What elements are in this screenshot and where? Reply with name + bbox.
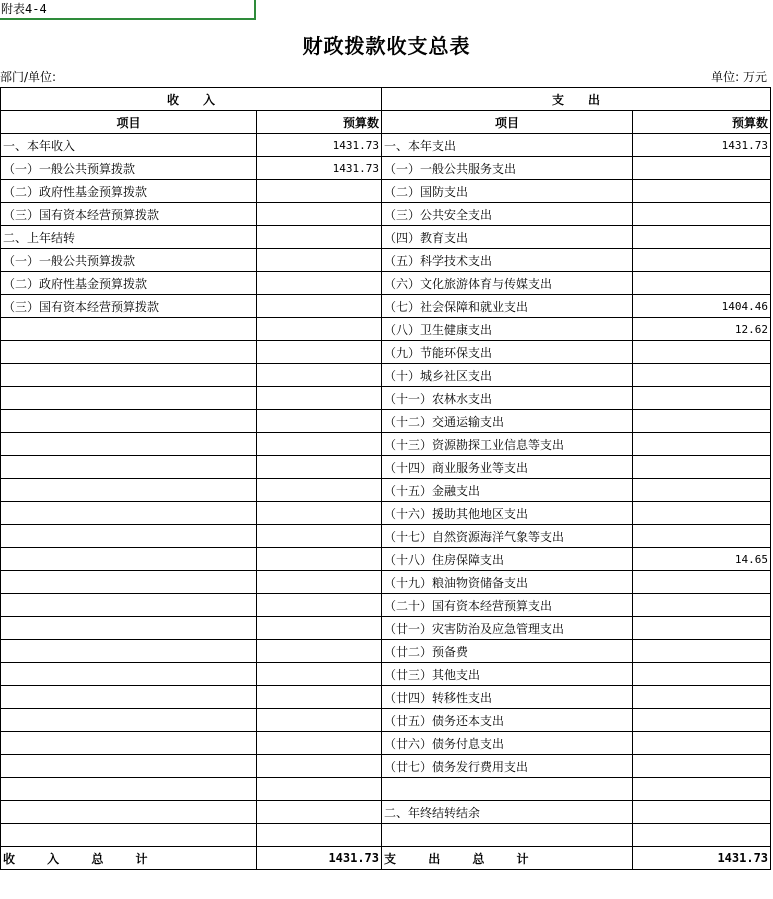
table-row <box>1 479 771 502</box>
table-row <box>1 571 771 594</box>
income-budget-cell[interactable] <box>257 318 382 341</box>
expense-item-cell[interactable]: （一）一般公共服务支出 <box>382 157 633 180</box>
income-item-cell[interactable] <box>1 732 257 755</box>
income-budget-cell[interactable] <box>257 778 382 801</box>
table-row <box>1 824 771 847</box>
expense-item-cell[interactable]: （十七）自然资源海洋气象等支出 <box>382 525 633 548</box>
totals-row <box>1 847 771 870</box>
expense-item-cell[interactable]: （八）卫生健康支出 <box>382 318 633 341</box>
expense-item-cell[interactable]: （十一）农林水支出 <box>382 387 633 410</box>
income-item-cell[interactable] <box>1 640 257 663</box>
income-budget-cell[interactable] <box>257 295 382 318</box>
table-row <box>1 295 771 318</box>
expense-budget-cell[interactable] <box>633 801 771 824</box>
income-budget-cell[interactable] <box>257 732 382 755</box>
expense-item-cell[interactable]: （三）公共安全支出 <box>382 203 633 226</box>
expense-item-cell[interactable]: （二）国防支出 <box>382 180 633 203</box>
expense-item-cell[interactable]: 一、本年支出 <box>382 134 633 157</box>
table-row <box>1 663 771 686</box>
income-budget-cell[interactable] <box>257 824 382 847</box>
expense-budget-cell[interactable] <box>633 387 771 410</box>
table-row <box>1 157 771 180</box>
expense-budget-cell[interactable] <box>633 755 771 778</box>
income-budget-cell[interactable] <box>257 755 382 778</box>
income-budget-cell[interactable] <box>257 180 382 203</box>
table-row <box>1 617 771 640</box>
income-item-cell[interactable] <box>1 502 257 525</box>
table-row <box>1 502 771 525</box>
income-item-cell[interactable]: （三）国有资本经营预算拨款 <box>1 203 257 226</box>
income-budget-cell[interactable] <box>257 594 382 617</box>
expense-budget-cell[interactable]: 1404.46 <box>633 295 771 318</box>
expense-item-cell[interactable]: （四）教育支出 <box>382 226 633 249</box>
income-budget-cell[interactable] <box>257 341 382 364</box>
table-row <box>1 456 771 479</box>
expense-budget-cell[interactable] <box>633 525 771 548</box>
income-budget-cell[interactable] <box>257 502 382 525</box>
income-budget-cell[interactable] <box>257 663 382 686</box>
income-item-cell[interactable] <box>1 525 257 548</box>
expense-budget-cell[interactable] <box>633 732 771 755</box>
income-item-cell[interactable] <box>1 548 257 571</box>
income-budget-cell[interactable] <box>257 617 382 640</box>
expense-budget-cell[interactable] <box>633 364 771 387</box>
income-budget-cell[interactable]: 1431.73 <box>257 134 382 157</box>
page-title: 财政拨款收支总表 <box>302 34 471 58</box>
table-row <box>1 640 771 663</box>
active-cell-reference[interactable]: 附表4-4 <box>0 0 256 20</box>
expense-item-cell[interactable]: （十二）交通运输支出 <box>382 410 633 433</box>
table-row <box>1 433 771 456</box>
table-row <box>1 709 771 732</box>
income-item-cell[interactable]: （三）国有资本经营预算拨款 <box>1 295 257 318</box>
expense-budget-cell[interactable] <box>633 686 771 709</box>
expense-budget-cell[interactable] <box>633 824 771 847</box>
expense-item-cell[interactable]: 二、年终结转结余 <box>382 801 633 824</box>
table-row <box>1 203 771 226</box>
income-budget-cell[interactable] <box>257 226 382 249</box>
expense-budget-cell[interactable] <box>633 594 771 617</box>
table-row <box>1 249 771 272</box>
income-budget-cell[interactable] <box>257 640 382 663</box>
expense-budget-cell[interactable] <box>633 640 771 663</box>
expense-budget-cell[interactable] <box>633 479 771 502</box>
expense-item-cell[interactable]: （廿六）债务付息支出 <box>382 732 633 755</box>
income-item-cell[interactable] <box>1 410 257 433</box>
table-row <box>1 341 771 364</box>
expense-item-cell[interactable]: （十五）金融支出 <box>382 479 633 502</box>
expense-item-cell[interactable]: （十）城乡社区支出 <box>382 364 633 387</box>
income-item-cell[interactable] <box>1 686 257 709</box>
unit-label: 单位: 万元 <box>711 70 767 84</box>
expense-budget-cell[interactable] <box>633 663 771 686</box>
income-budget-cell[interactable] <box>257 203 382 226</box>
income-budget-cell[interactable] <box>257 571 382 594</box>
income-item-cell[interactable] <box>1 709 257 732</box>
expense-item-cell[interactable]: （九）节能环保支出 <box>382 341 633 364</box>
table-row <box>1 801 771 824</box>
income-item-cell[interactable] <box>1 318 257 341</box>
table-row <box>1 594 771 617</box>
expense-budget-cell[interactable] <box>633 709 771 732</box>
expense-budget-cell[interactable]: 12.62 <box>633 318 771 341</box>
income-item-cell[interactable] <box>1 594 257 617</box>
expense-item-cell[interactable]: （七）社会保障和就业支出 <box>382 295 633 318</box>
expense-budget-cell[interactable] <box>633 778 771 801</box>
expense-total-value[interactable]: 1431.73 <box>633 847 771 870</box>
income-item-cell[interactable]: 一、本年收入 <box>1 134 257 157</box>
income-item-cell[interactable] <box>1 824 257 847</box>
income-section-header[interactable]: 收 入 <box>1 88 382 111</box>
expense-budget-cell[interactable] <box>633 180 771 203</box>
income-budget-cell[interactable] <box>257 709 382 732</box>
expense-section-header[interactable]: 支 出 <box>382 88 771 111</box>
expense-budget-cell[interactable] <box>633 203 771 226</box>
expense-budget-cell[interactable] <box>633 249 771 272</box>
income-budget-cell[interactable] <box>257 249 382 272</box>
table-row <box>1 318 771 341</box>
income-item-cell[interactable] <box>1 571 257 594</box>
income-item-cell[interactable] <box>1 387 257 410</box>
income-budget-cell[interactable] <box>257 272 382 295</box>
expense-budget-header[interactable]: 预算数 <box>633 111 771 134</box>
income-item-cell[interactable]: （二）政府性基金预算拨款 <box>1 272 257 295</box>
expense-item-cell[interactable]: （五）科学技术支出 <box>382 249 633 272</box>
income-budget-cell[interactable] <box>257 410 382 433</box>
expense-item-cell[interactable]: （十六）援助其他地区支出 <box>382 502 633 525</box>
expense-item-cell[interactable]: （十三）资源勘探工业信息等支出 <box>382 433 633 456</box>
income-item-cell[interactable]: （二）政府性基金预算拨款 <box>1 180 257 203</box>
income-item-cell[interactable] <box>1 341 257 364</box>
expense-budget-cell[interactable] <box>633 433 771 456</box>
income-item-cell[interactable] <box>1 433 257 456</box>
expense-item-cell[interactable]: （廿三）其他支出 <box>382 663 633 686</box>
table-row <box>1 732 771 755</box>
expense-item-cell[interactable]: （二十）国有资本经营预算支出 <box>382 594 633 617</box>
income-budget-cell[interactable] <box>257 456 382 479</box>
expense-item-cell[interactable]: （十九）粮油物资储备支出 <box>382 571 633 594</box>
income-item-cell[interactable]: （一）一般公共预算拨款 <box>1 249 257 272</box>
expense-budget-cell[interactable] <box>633 410 771 433</box>
income-total-value[interactable]: 1431.73 <box>257 847 382 870</box>
income-item-header[interactable]: 项目 <box>1 111 257 134</box>
income-budget-cell[interactable] <box>257 548 382 571</box>
expense-item-cell[interactable]: （廿四）转移性支出 <box>382 686 633 709</box>
expense-item-cell[interactable]: （六）文化旅游体育与传媒支出 <box>382 272 633 295</box>
income-item-cell[interactable] <box>1 778 257 801</box>
expense-budget-cell[interactable] <box>633 456 771 479</box>
expense-budget-cell[interactable] <box>633 226 771 249</box>
income-budget-cell[interactable] <box>257 364 382 387</box>
table-row <box>1 410 771 433</box>
column-header-row <box>1 111 771 134</box>
section-header-row <box>1 88 771 111</box>
income-item-cell[interactable] <box>1 456 257 479</box>
income-total-label[interactable]: 收 入 总 计 <box>1 847 257 870</box>
expense-item-cell[interactable]: （十八）住房保障支出 <box>382 548 633 571</box>
income-item-cell[interactable] <box>1 663 257 686</box>
income-item-cell[interactable] <box>1 801 257 824</box>
table-row <box>1 272 771 295</box>
table-row <box>1 548 771 571</box>
table-row <box>1 180 771 203</box>
expense-budget-cell[interactable] <box>633 571 771 594</box>
income-budget-cell[interactable] <box>257 686 382 709</box>
expense-budget-cell[interactable] <box>633 617 771 640</box>
table-row <box>1 778 771 801</box>
income-budget-header[interactable]: 预算数 <box>257 111 382 134</box>
table-row <box>1 134 771 157</box>
income-item-cell[interactable]: （一）一般公共预算拨款 <box>1 157 257 180</box>
income-budget-cell[interactable] <box>257 387 382 410</box>
expense-item-cell[interactable]: （十四）商业服务业等支出 <box>382 456 633 479</box>
expense-budget-cell[interactable]: 14.65 <box>633 548 771 571</box>
expense-budget-cell[interactable]: 1431.73 <box>633 134 771 157</box>
income-item-cell[interactable] <box>1 364 257 387</box>
expense-item-cell[interactable] <box>382 778 633 801</box>
income-budget-cell[interactable]: 1431.73 <box>257 157 382 180</box>
table-row <box>1 525 771 548</box>
table-row <box>1 364 771 387</box>
table-row <box>1 686 771 709</box>
expense-total-label[interactable]: 支 出 总 计 <box>382 847 633 870</box>
income-item-cell[interactable]: 二、上年结转 <box>1 226 257 249</box>
expense-item-cell[interactable]: （廿七）债务发行费用支出 <box>382 755 633 778</box>
income-budget-cell[interactable] <box>257 801 382 824</box>
table-row <box>1 226 771 249</box>
expense-budget-cell[interactable] <box>633 502 771 525</box>
income-budget-cell[interactable] <box>257 525 382 548</box>
expense-item-cell[interactable]: （廿二）预备费 <box>382 640 633 663</box>
expense-budget-cell[interactable] <box>633 341 771 364</box>
expense-budget-cell[interactable] <box>633 272 771 295</box>
income-item-cell[interactable] <box>1 479 257 502</box>
expense-item-cell[interactable]: （廿一）灾害防治及应急管理支出 <box>382 617 633 640</box>
budget-table <box>0 87 771 870</box>
table-row <box>1 387 771 410</box>
expense-item-cell[interactable] <box>382 824 633 847</box>
expense-budget-cell[interactable] <box>633 157 771 180</box>
table-row <box>1 755 771 778</box>
department-label: 部门/单位: <box>0 70 57 84</box>
income-budget-cell[interactable] <box>257 479 382 502</box>
income-budget-cell[interactable] <box>257 433 382 456</box>
expense-item-cell[interactable]: （廿五）债务还本支出 <box>382 709 633 732</box>
income-item-cell[interactable] <box>1 755 257 778</box>
income-item-cell[interactable] <box>1 617 257 640</box>
expense-item-header[interactable]: 项目 <box>382 111 633 134</box>
